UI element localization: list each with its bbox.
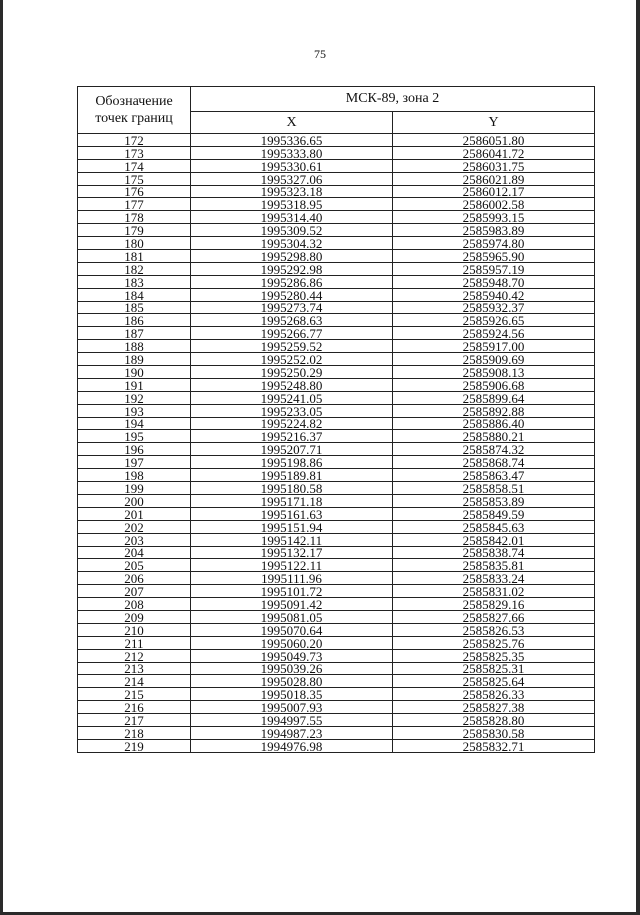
cell-y: 2585993.15 xyxy=(393,211,595,224)
table-row xyxy=(78,714,595,727)
cell-x: 1995018.35 xyxy=(191,688,393,701)
table-row xyxy=(78,159,595,172)
cell-y: 2585974.80 xyxy=(393,237,595,250)
cell-y: 2585833.24 xyxy=(393,572,595,585)
table-row xyxy=(78,211,595,224)
cell-y: 2585874.32 xyxy=(393,443,595,456)
table-row xyxy=(78,430,595,443)
cell-y: 2585831.02 xyxy=(393,585,595,598)
cell-y: 2585868.74 xyxy=(393,456,595,469)
cell-y: 2585926.65 xyxy=(393,314,595,327)
cell-point: 182 xyxy=(78,262,191,275)
cell-x: 1995081.05 xyxy=(191,610,393,623)
cell-x: 1995070.64 xyxy=(191,623,393,636)
table-row xyxy=(78,610,595,623)
table-row xyxy=(78,301,595,314)
table-row xyxy=(78,378,595,391)
cell-point: 205 xyxy=(78,559,191,572)
table-row xyxy=(78,404,595,417)
cell-y: 2585948.70 xyxy=(393,275,595,288)
cell-y: 2585832.71 xyxy=(393,739,595,752)
cell-point: 203 xyxy=(78,533,191,546)
cell-point: 180 xyxy=(78,237,191,250)
cell-x: 1995122.11 xyxy=(191,559,393,572)
header-x: X xyxy=(191,112,393,134)
cell-x: 1995248.80 xyxy=(191,378,393,391)
cell-y: 2585827.38 xyxy=(393,701,595,714)
cell-x: 1995266.77 xyxy=(191,327,393,340)
cell-y: 2585849.59 xyxy=(393,507,595,520)
cell-point: 211 xyxy=(78,636,191,649)
table-header xyxy=(78,87,595,134)
cell-point: 176 xyxy=(78,185,191,198)
cell-x: 1995333.80 xyxy=(191,146,393,159)
cell-y: 2585825.64 xyxy=(393,675,595,688)
table-row xyxy=(78,701,595,714)
cell-y: 2585917.00 xyxy=(393,340,595,353)
table-row xyxy=(78,507,595,520)
cell-y: 2585909.69 xyxy=(393,353,595,366)
cell-y: 2585830.58 xyxy=(393,726,595,739)
cell-point: 187 xyxy=(78,327,191,340)
cell-point: 189 xyxy=(78,353,191,366)
cell-y: 2585924.56 xyxy=(393,327,595,340)
cell-x: 1995142.11 xyxy=(191,533,393,546)
cell-y: 2585827.66 xyxy=(393,610,595,623)
cell-point: 209 xyxy=(78,610,191,623)
cell-point: 183 xyxy=(78,275,191,288)
cell-x: 1995292.98 xyxy=(191,262,393,275)
cell-y: 2585826.33 xyxy=(393,688,595,701)
cell-x: 1995304.32 xyxy=(191,237,393,250)
cell-x: 1995207.71 xyxy=(191,443,393,456)
table-row xyxy=(78,662,595,675)
table-row xyxy=(78,288,595,301)
table-row xyxy=(78,262,595,275)
table-row xyxy=(78,185,595,198)
cell-point: 174 xyxy=(78,159,191,172)
cell-x: 1995101.72 xyxy=(191,585,393,598)
cell-y: 2585842.01 xyxy=(393,533,595,546)
header-row-top xyxy=(78,87,595,112)
cell-point: 204 xyxy=(78,546,191,559)
cell-x: 1995323.18 xyxy=(191,185,393,198)
cell-x: 1995280.44 xyxy=(191,288,393,301)
cell-point: 195 xyxy=(78,430,191,443)
cell-x: 1995151.94 xyxy=(191,520,393,533)
cell-y: 2586002.58 xyxy=(393,198,595,211)
cell-x: 1995091.42 xyxy=(191,598,393,611)
cell-point: 186 xyxy=(78,314,191,327)
table-row xyxy=(78,327,595,340)
table-row xyxy=(78,636,595,649)
table-row xyxy=(78,688,595,701)
cell-point: 185 xyxy=(78,301,191,314)
cell-x: 1995318.95 xyxy=(191,198,393,211)
cell-x: 1995298.80 xyxy=(191,250,393,263)
cell-point: 184 xyxy=(78,288,191,301)
table-row xyxy=(78,649,595,662)
table-row xyxy=(78,224,595,237)
boundary-coordinates-table xyxy=(77,86,595,753)
cell-y: 2585845.63 xyxy=(393,520,595,533)
cell-y: 2585826.53 xyxy=(393,623,595,636)
cell-x: 1995327.06 xyxy=(191,172,393,185)
cell-x: 1995330.61 xyxy=(191,159,393,172)
cell-x: 1995233.05 xyxy=(191,404,393,417)
table-row xyxy=(78,172,595,185)
table-row xyxy=(78,739,595,752)
cell-point: 179 xyxy=(78,224,191,237)
cell-point: 198 xyxy=(78,469,191,482)
table-row xyxy=(78,546,595,559)
table-row xyxy=(78,533,595,546)
cell-x: 1995268.63 xyxy=(191,314,393,327)
header-coordinate-system: МСК-89, зона 2 xyxy=(191,87,595,112)
table-row xyxy=(78,366,595,379)
cell-y: 2585838.74 xyxy=(393,546,595,559)
cell-point: 201 xyxy=(78,507,191,520)
table-row xyxy=(78,198,595,211)
cell-x: 1994976.98 xyxy=(191,739,393,752)
cell-x: 1995198.86 xyxy=(191,456,393,469)
cell-x: 1995180.58 xyxy=(191,482,393,495)
table-row xyxy=(78,391,595,404)
cell-point: 217 xyxy=(78,714,191,727)
cell-y: 2585908.13 xyxy=(393,366,595,379)
table-row xyxy=(78,585,595,598)
cell-x: 1995273.74 xyxy=(191,301,393,314)
cell-x: 1995007.93 xyxy=(191,701,393,714)
cell-point: 219 xyxy=(78,739,191,752)
cell-x: 1995250.29 xyxy=(191,366,393,379)
table-body xyxy=(78,134,595,753)
cell-x: 1995259.52 xyxy=(191,340,393,353)
table-row xyxy=(78,456,595,469)
table-row xyxy=(78,482,595,495)
cell-point: 173 xyxy=(78,146,191,159)
cell-point: 194 xyxy=(78,417,191,430)
table-row xyxy=(78,275,595,288)
cell-x: 1995336.65 xyxy=(191,134,393,147)
table-row xyxy=(78,675,595,688)
cell-x: 1995224.82 xyxy=(191,417,393,430)
header-point-designation xyxy=(78,87,191,134)
cell-y: 2585932.37 xyxy=(393,301,595,314)
table-row xyxy=(78,250,595,263)
cell-y: 2586031.75 xyxy=(393,159,595,172)
cell-point: 177 xyxy=(78,198,191,211)
cell-x: 1994987.23 xyxy=(191,726,393,739)
cell-point: 216 xyxy=(78,701,191,714)
cell-y: 2585853.89 xyxy=(393,494,595,507)
cell-x: 1995049.73 xyxy=(191,649,393,662)
cell-point: 196 xyxy=(78,443,191,456)
cell-y: 2585880.21 xyxy=(393,430,595,443)
cell-y: 2585983.89 xyxy=(393,224,595,237)
header-y: Y xyxy=(393,112,595,134)
cell-point: 193 xyxy=(78,404,191,417)
cell-point: 175 xyxy=(78,172,191,185)
cell-x: 1995286.86 xyxy=(191,275,393,288)
cell-y: 2586021.89 xyxy=(393,172,595,185)
table-row xyxy=(78,520,595,533)
header-point-label-line1: Обозначение xyxy=(95,94,173,109)
cell-y: 2586041.72 xyxy=(393,146,595,159)
cell-x: 1994997.55 xyxy=(191,714,393,727)
cell-y: 2585858.51 xyxy=(393,482,595,495)
cell-x: 1995216.37 xyxy=(191,430,393,443)
cell-y: 2585825.31 xyxy=(393,662,595,675)
page-number: 75 xyxy=(314,47,326,61)
cell-y: 2586051.80 xyxy=(393,134,595,147)
cell-y: 2585863.47 xyxy=(393,469,595,482)
cell-point: 206 xyxy=(78,572,191,585)
cell-y: 2585906.68 xyxy=(393,378,595,391)
cell-x: 1995252.02 xyxy=(191,353,393,366)
table-row xyxy=(78,443,595,456)
cell-x: 1995060.20 xyxy=(191,636,393,649)
cell-y: 2585899.64 xyxy=(393,391,595,404)
table-row xyxy=(78,340,595,353)
cell-x: 1995132.17 xyxy=(191,546,393,559)
cell-point: 200 xyxy=(78,494,191,507)
cell-point: 212 xyxy=(78,649,191,662)
cell-y: 2585940.42 xyxy=(393,288,595,301)
table-row xyxy=(78,237,595,250)
cell-point: 172 xyxy=(78,134,191,147)
cell-x: 1995028.80 xyxy=(191,675,393,688)
cell-x: 1995189.81 xyxy=(191,469,393,482)
cell-point: 188 xyxy=(78,340,191,353)
cell-y: 2585957.19 xyxy=(393,262,595,275)
cell-point: 208 xyxy=(78,598,191,611)
cell-point: 207 xyxy=(78,585,191,598)
cell-y: 2585825.35 xyxy=(393,649,595,662)
table-row xyxy=(78,726,595,739)
cell-x: 1995171.18 xyxy=(191,494,393,507)
cell-point: 218 xyxy=(78,726,191,739)
table-row xyxy=(78,598,595,611)
table-row xyxy=(78,469,595,482)
cell-point: 191 xyxy=(78,378,191,391)
cell-y: 2585828.80 xyxy=(393,714,595,727)
table-row xyxy=(78,146,595,159)
cell-point: 190 xyxy=(78,366,191,379)
table-row xyxy=(78,134,595,147)
cell-point: 210 xyxy=(78,623,191,636)
cell-point: 202 xyxy=(78,520,191,533)
cell-y: 2586012.17 xyxy=(393,185,595,198)
cell-point: 199 xyxy=(78,482,191,495)
table-row xyxy=(78,494,595,507)
table-row xyxy=(78,353,595,366)
table-row xyxy=(78,314,595,327)
cell-x: 1995314.40 xyxy=(191,211,393,224)
table-row xyxy=(78,559,595,572)
cell-y: 2585965.90 xyxy=(393,250,595,263)
cell-point: 197 xyxy=(78,456,191,469)
cell-x: 1995241.05 xyxy=(191,391,393,404)
cell-point: 178 xyxy=(78,211,191,224)
cell-point: 181 xyxy=(78,250,191,263)
cell-y: 2585886.40 xyxy=(393,417,595,430)
cell-y: 2585892.88 xyxy=(393,404,595,417)
cell-x: 1995309.52 xyxy=(191,224,393,237)
cell-point: 214 xyxy=(78,675,191,688)
cell-point: 192 xyxy=(78,391,191,404)
cell-point: 215 xyxy=(78,688,191,701)
cell-x: 1995111.96 xyxy=(191,572,393,585)
table-row xyxy=(78,417,595,430)
cell-y: 2585825.76 xyxy=(393,636,595,649)
table-row xyxy=(78,572,595,585)
cell-point: 213 xyxy=(78,662,191,675)
table-row xyxy=(78,623,595,636)
cell-x: 1995039.26 xyxy=(191,662,393,675)
cell-x: 1995161.63 xyxy=(191,507,393,520)
cell-y: 2585829.16 xyxy=(393,598,595,611)
cell-y: 2585835.81 xyxy=(393,559,595,572)
header-point-label-line2: точек границ xyxy=(95,111,173,126)
